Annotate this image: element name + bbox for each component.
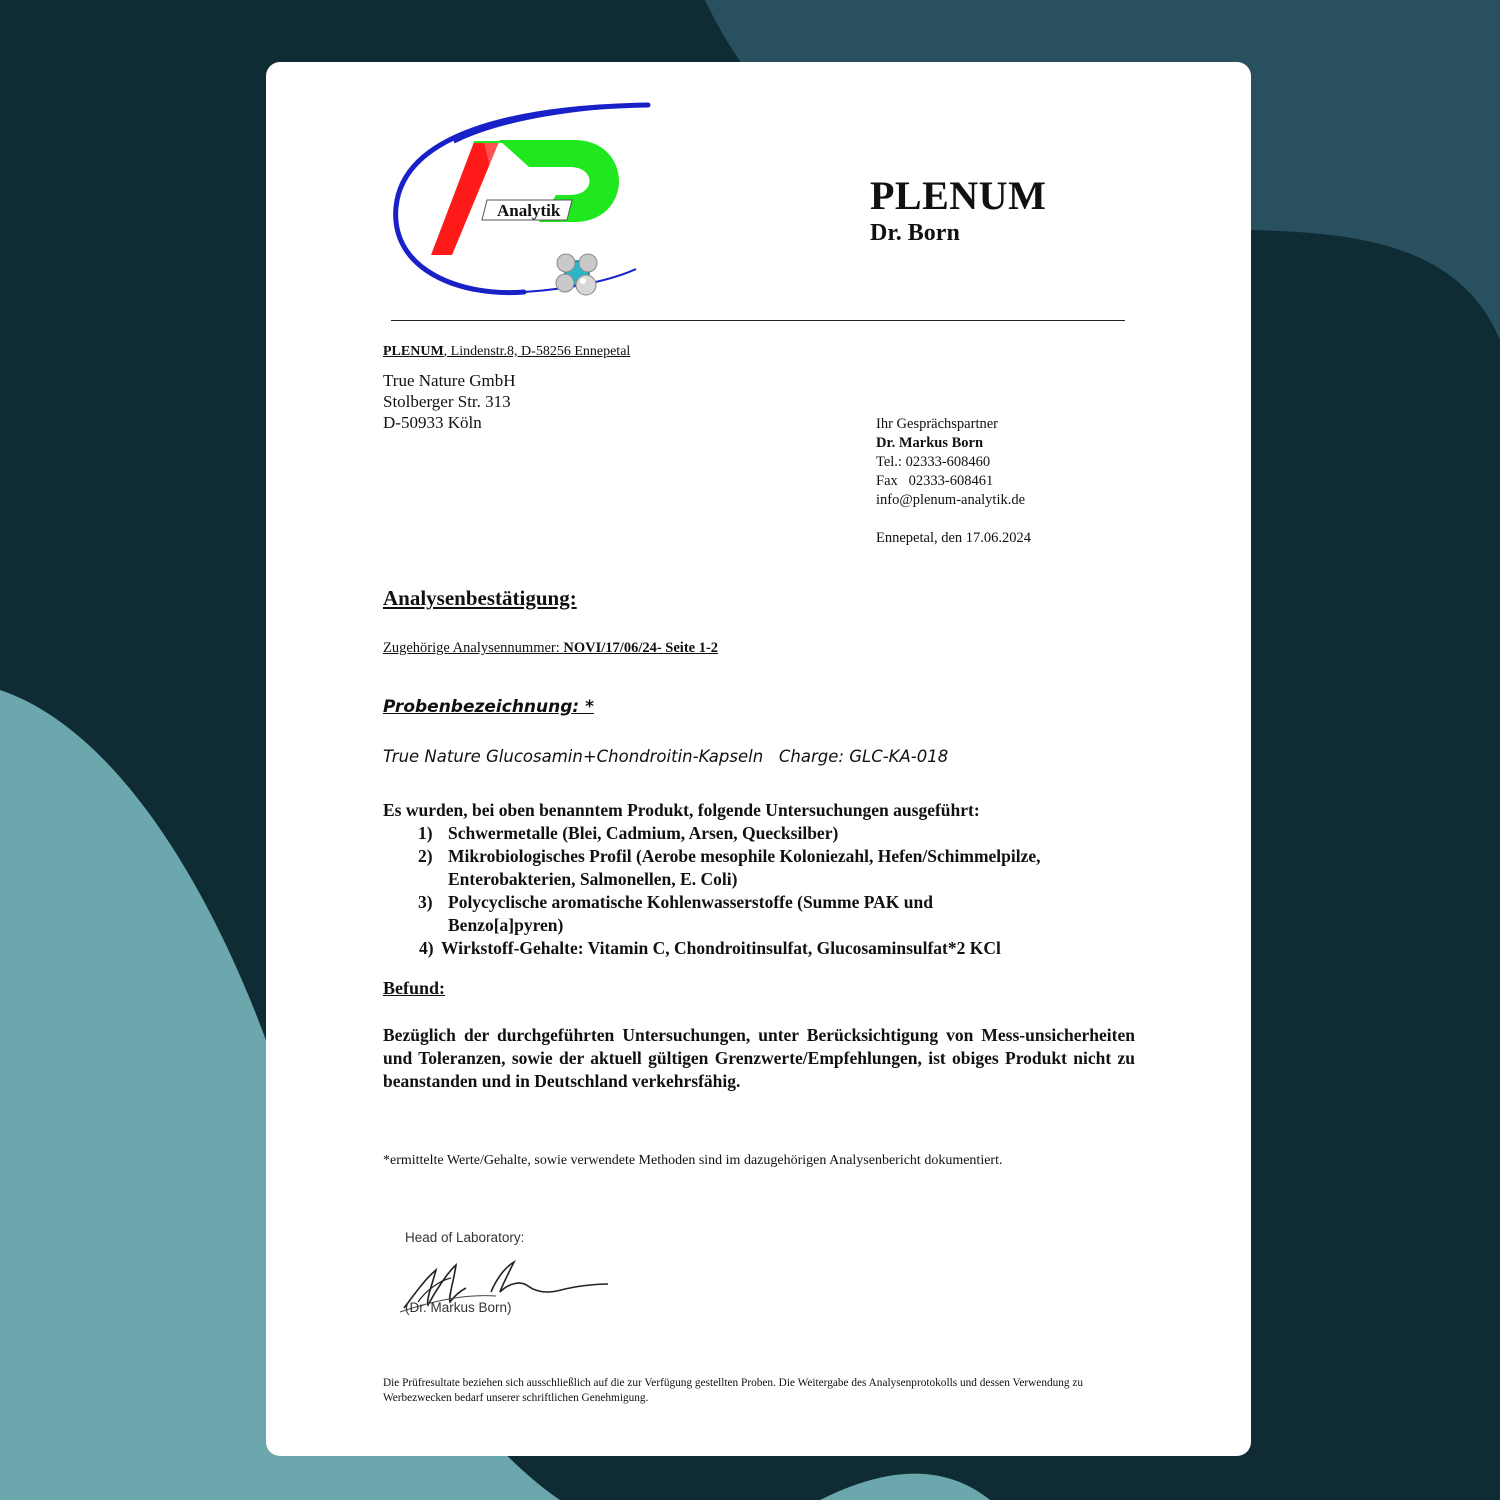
list-item — [383, 891, 1143, 937]
header-divider — [391, 320, 1125, 321]
contact-name: Dr. Markus Born — [876, 435, 984, 451]
list-item — [383, 937, 1143, 960]
tests-intro: Es wurden, bei oben benanntem Produkt, folgende Untersuchungen ausgeführt: — [383, 800, 980, 820]
legal-disclaimer: Die Prüfresultate beziehen sich ausschließlich auf die zur Verfügung gestellten Proben. Die Weitergabe des Analysenprotokolls und dessen Verwendung zu Werbezwecken bedarf unserer schriftlichen Genehmigung. — [383, 1377, 1084, 1404]
contact-label: Ihr Gesprächspartner — [876, 416, 998, 432]
recipient-line: D-50933 Köln — [383, 413, 482, 432]
list-item-text: Schwermetalle (Blei, Cadmium, Arsen, Quecksilber) — [448, 823, 839, 843]
list-item-number: 1) — [418, 823, 433, 843]
list-item-text: Wirkstoff-Gehalte: Vitamin C, Chondroitinsulfat, Glucosaminsulfat*2 KCl — [441, 938, 1001, 958]
recipient-line: True Nature GmbH — [383, 371, 516, 390]
logo-wordmark: Analytik — [497, 201, 561, 220]
signature-name: (Dr. Markus Born) — [405, 1300, 512, 1315]
analysis-reference — [383, 640, 718, 657]
contact-fax: Fax 02333-608461 — [876, 473, 994, 489]
contact-tel: Tel.: 02333-608460 — [876, 454, 991, 470]
document-title: Analysenbestätigung: — [383, 586, 577, 610]
sample-heading: Probenbezeichnung: * — [383, 697, 595, 717]
findings-text: Bezüglich der durchgeführten Untersuchungen, unter Berücksichtigung von Mess-unsicherheiten und Toleranzen, sowie der aktuell gültigen Grenzwerte/Empfehlungen, ist obiges Produkt nicht zu beanstanden und in Deutschland verkehrsfähig. — [383, 1025, 1135, 1091]
recipient-address — [383, 370, 516, 433]
brand-name: PLENUM — [870, 173, 1047, 218]
recipient-line: Stolberger Str. 313 — [383, 392, 511, 411]
sample-description: True Nature Glucosamin+Chondroitin-Kapseln Charge: GLC-KA-018 — [383, 747, 949, 766]
findings-heading: Befund: — [383, 978, 446, 998]
document-date: Ennepetal, den 17.06.2024 — [876, 530, 1032, 546]
brand-subtitle: Dr. Born — [870, 220, 960, 246]
reference-label: Zugehörige Analysennummer: — [383, 640, 564, 656]
list-item-text: Polycyclische aromatische Kohlenwasserstoffe (Summe PAK und Benzo[a]pyren) — [448, 892, 933, 935]
signature-role: Head of Laboratory: — [405, 1230, 525, 1245]
list-item-text: Mikrobiologisches Profil (Aerobe mesophile Koloniezahl, Hefen/Schimmelpilze, Enterobakterien, Salmonellen, E. Coli) — [448, 846, 1041, 889]
document-card — [266, 62, 1251, 1456]
list-item-number: 3) — [418, 892, 433, 912]
contact-email[interactable]: info@plenum-analytik.de — [876, 492, 1026, 508]
contact-block — [876, 415, 1025, 510]
sender-address-line — [383, 344, 630, 360]
reference-number: NOVI/17/06/24- Seite 1-2 — [563, 640, 719, 656]
sender-address: , Lindenstr.8, D-58256 Ennepetal — [443, 344, 631, 359]
list-item-number: 2) — [418, 846, 433, 866]
molecule-icon — [556, 254, 597, 295]
plenum-analytik-logo — [384, 97, 664, 337]
list-item-number: 4) — [419, 938, 434, 958]
sender-name: PLENUM — [383, 344, 444, 359]
list-item — [383, 822, 1143, 845]
tests-list — [383, 822, 1143, 960]
list-item — [383, 845, 1143, 891]
footnote: *ermittelte Werte/Gehalte, sowie verwendete Methoden sind im dazugehörigen Analysenbericht dokumentiert. — [383, 1153, 1003, 1168]
